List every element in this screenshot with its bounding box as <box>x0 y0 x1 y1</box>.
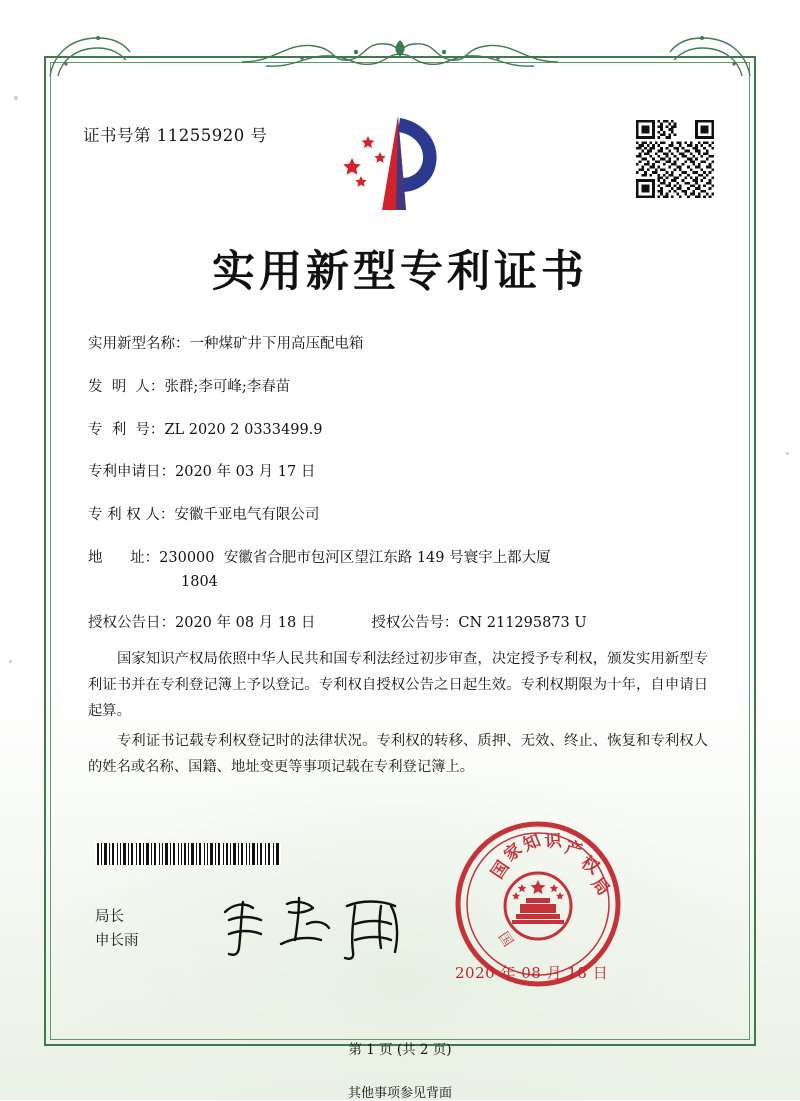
field-label: 发 明 人： <box>88 378 165 395</box>
field-value: ZL 2020 2 0333499.9 <box>164 421 323 438</box>
handwritten-signature <box>215 890 425 964</box>
corner-ornament-icon <box>46 30 132 80</box>
field-value: 2020 年 03 月 17 日 <box>175 464 316 481</box>
field-value-grant-date: 2020 年 08 月 18 日 <box>175 615 316 632</box>
field-row-name <box>88 334 712 356</box>
barcode <box>95 843 281 865</box>
field-value: 一种煤矿井下用高压配电箱 <box>189 336 364 352</box>
field-label-grant-date: 授权公告日： <box>88 615 175 632</box>
corner-ornament-icon <box>668 30 754 80</box>
field-label: 地 址： <box>88 549 160 566</box>
director-title-label: 局长 <box>95 909 124 925</box>
field-label: 专 利 权 人： <box>88 507 175 523</box>
page-number: 第 1 页 (共 2 页) <box>348 1042 452 1058</box>
cnipa-logo-icon <box>328 112 458 212</box>
director-name-label: 申长雨 <box>95 933 139 950</box>
qr-code <box>636 120 714 198</box>
field-label-grant-no: 授权公告号： <box>371 615 459 632</box>
footnote: 其他事项参见背面 <box>347 1086 452 1101</box>
paragraph: 专利证书记载专利权登记时的法律状况。专利权的转移、质押、无效、终止、恢复和专利权人的姓名或名称、国籍、地址变更等事项记载在专利登记簿上。 <box>88 733 708 776</box>
grant-no-group <box>371 613 586 635</box>
top-ornament-icon <box>236 32 564 72</box>
seal-date: 2020 年 08 月 18 日 <box>455 964 609 982</box>
svg-text:知: 知 <box>520 830 544 856</box>
field-row-address <box>88 548 712 570</box>
field-value-address-line2: 1804 <box>181 573 218 590</box>
patent-fields <box>88 334 712 656</box>
svg-text:产: 产 <box>562 837 585 862</box>
svg-text:权: 权 <box>577 852 603 879</box>
field-row-patent-no <box>88 420 712 442</box>
field-label: 专利申请日： <box>88 464 175 481</box>
legal-paragraphs <box>88 646 708 784</box>
paragraph: 国家知识产权局依照中华人民共和国专利法经过初步审查，决定授予专利权，颁发实用新型专利证书并在专利登记簿上予以登记。专利权自授权公告之日起生效。专利权期限为十年，自申请日起算。 <box>88 651 708 720</box>
paper-speck <box>14 96 18 100</box>
field-value: 张群;李可峰;李春苗 <box>164 378 291 395</box>
page-title: 实用新型专利证书 <box>212 247 588 297</box>
field-label: 专 利 号： <box>88 421 165 438</box>
paper-speck <box>9 660 12 663</box>
svg-text:局: 局 <box>587 873 614 900</box>
signature-block <box>95 905 139 954</box>
field-row-grant <box>88 613 712 635</box>
svg-text:国: 国 <box>494 929 516 950</box>
field-value: 230000 安徽省合肥市包河区望江东路 149 号寰宇上都大厦 <box>159 549 551 566</box>
svg-text:识: 识 <box>544 831 563 852</box>
field-label: 实用新型名称： <box>88 336 190 352</box>
field-value-grant-no: CN 211295873 U <box>458 615 587 632</box>
certificate-number: 证书号第 11255920 号 <box>83 126 268 145</box>
svg-text:国: 国 <box>487 857 514 883</box>
paper-speck <box>786 452 789 455</box>
field-row-application-date <box>88 462 712 484</box>
svg-text:家: 家 <box>500 839 527 866</box>
field-row-inventor <box>88 377 712 399</box>
field-value: 安徽千亚电气有限公司 <box>174 507 320 523</box>
field-row-patentee <box>88 505 712 527</box>
